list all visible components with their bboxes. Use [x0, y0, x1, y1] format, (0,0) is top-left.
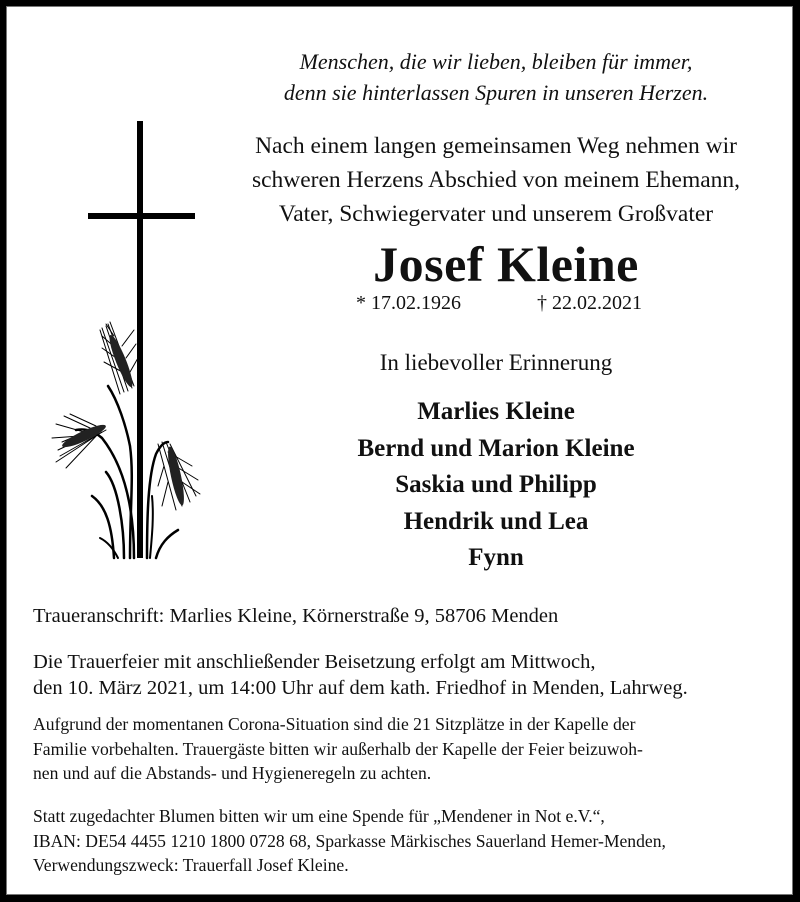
wheat-icon: [52, 322, 200, 558]
mourner: Saskia und Philipp: [395, 471, 597, 498]
mourner: Hendrik und Lea: [403, 507, 589, 535]
mourning-address: Traueranschrift: Marlies Kleine, Körnerstraße 9, 58706 Menden: [33, 605, 559, 627]
corona-line: Aufgrund der momentanen Corona-Situation sind die 21 Sitzplätze in der Kapelle der: [33, 714, 636, 734]
ceremony-line: Die Trauerfeier mit anschließender Beisetzung erfolgt am Mittwoch,: [33, 651, 596, 673]
corona-notice: [33, 712, 643, 786]
donation-line: IBAN: DE54 4455 1210 1800 0728 68, Sparkasse Märkisches Sauerland Hemer-Menden,: [33, 830, 666, 851]
cross-with-wheat-icon: [46, 116, 206, 566]
mourner: Bernd und Marion Kleine: [357, 434, 635, 462]
motto: [206, 46, 786, 108]
death-date: † 22.02.2021: [537, 292, 642, 314]
intro-line: schweren Herzens Abschied von meinem Ehemann,: [251, 167, 741, 193]
intro-line: Vater, Schwiegervater und unserem Großvater: [278, 201, 714, 227]
ceremony-info: [33, 649, 688, 701]
motto-line: denn sie hinterlassen Spuren in unseren Herzen.: [283, 80, 709, 105]
intro-line: Nach einem langen gemeinsamen Weg nehmen wir: [255, 133, 737, 159]
obituary-card: [6, 6, 793, 895]
ceremony-line: den 10. März 2021, um 14:00 Uhr auf dem kath. Friedhof in Menden, Lahrweg.: [33, 677, 688, 699]
donation-line: Verwendungszweck: Trauerfall Josef Kleine.: [33, 855, 349, 875]
mourners-list: [306, 394, 686, 577]
deceased-name: Josef Kleine: [373, 236, 639, 292]
corona-line: Familie vorbehalten. Trauergäste bitten wir außerhalb der Kapelle der Feier beizuwoh-: [33, 738, 643, 759]
corona-line: nen und auf die Abstands- und Hygieneregeln zu achten.: [33, 763, 432, 783]
memory-label: In liebevoller Erinnerung: [379, 350, 613, 375]
donation-line: Statt zugedachter Blumen bitten wir um eine Spende für „Mendener in Not e.V.“,: [33, 806, 605, 826]
announcement-intro: [206, 129, 786, 231]
donation-info: [33, 804, 666, 878]
birth-date: * 17.02.1926: [356, 292, 461, 314]
motto-line: Menschen, die wir lieben, bleiben für immer,: [299, 49, 693, 74]
mourner: Marlies Kleine: [417, 398, 575, 425]
mourner: Fynn: [468, 544, 524, 571]
